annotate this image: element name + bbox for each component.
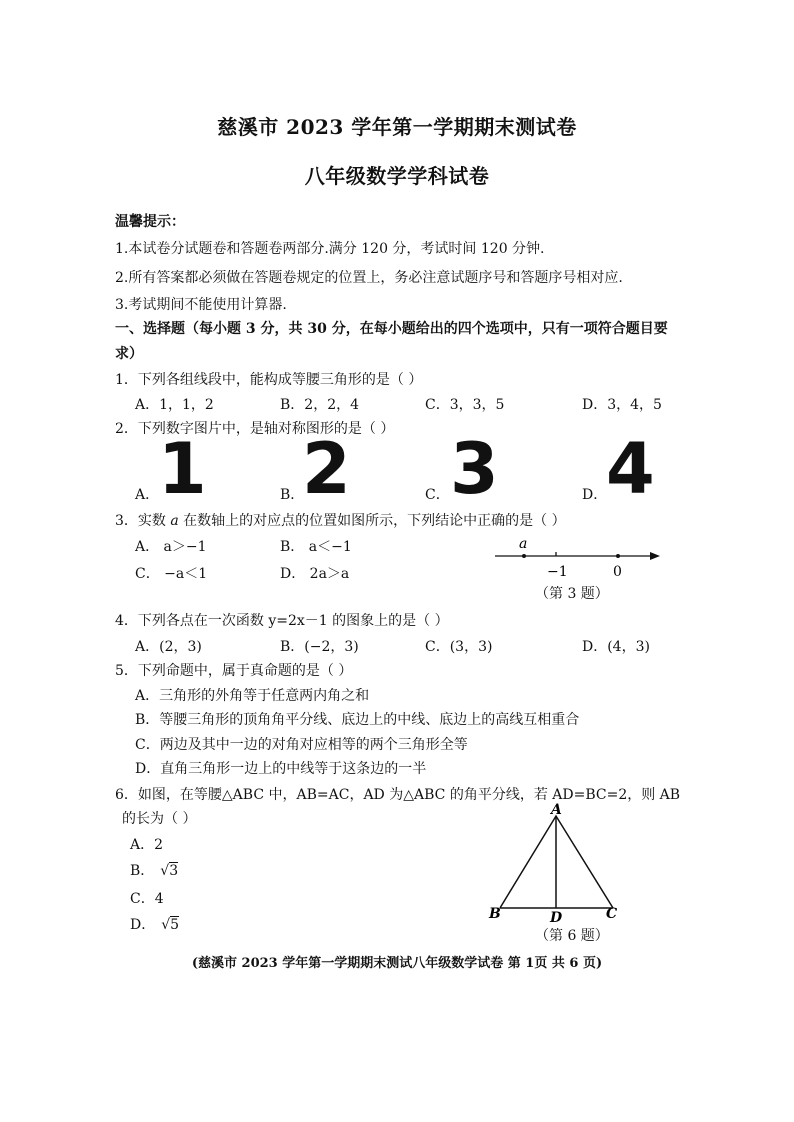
q1-option-a: A．1，1，2 <box>135 397 214 413</box>
arrow-right-icon <box>650 552 660 560</box>
point-a-marker <box>522 554 526 558</box>
axis-label-a: a <box>519 536 528 552</box>
q3-option-a: A． a＞−1 <box>135 539 207 555</box>
q2-option-b: B． <box>280 487 305 503</box>
q4-option-c: C．(3，3) <box>425 639 493 655</box>
q4-option-a: A．(2，3) <box>135 639 202 655</box>
q1-stem: 1．下列各组线段中，能构成等腰三角形的是（ ） <box>115 372 423 388</box>
q1-option-b: B．2，2，4 <box>280 397 360 413</box>
q6-caption: （第 6 题） <box>535 928 609 944</box>
q6-option-d: D． √5 <box>130 917 180 933</box>
tip-3: 3.考试期间不能使用计算器. <box>115 297 287 313</box>
section-heading-line2: 求） <box>115 346 143 362</box>
vertex-label-c: C <box>606 906 618 922</box>
q3-option-d: D． 2a＞a <box>280 566 350 582</box>
triangle-figure <box>485 800 625 925</box>
vertex-label-a: A <box>551 802 562 818</box>
exam-subtitle: 八年级数学学科试卷 <box>304 164 490 188</box>
axis-tick-0: 0 <box>613 564 622 580</box>
q4-option-b: B．(−2，3) <box>280 639 359 655</box>
digit-4-image: 4 <box>606 428 655 510</box>
q2-option-a: A． <box>135 487 160 503</box>
q6-option-b: B． √3 <box>130 863 179 879</box>
exam-title: 慈溪市 2023 学年第一学期期末测试卷 <box>217 115 577 139</box>
digit-3-image: 3 <box>450 428 499 510</box>
digit-2-image: 2 <box>302 428 351 510</box>
q5-option-c: C．两边及其中一边的对角对应相等的两个三角形全等 <box>135 737 468 753</box>
q5-stem: 5．下列命题中，属于真命题的是（ ） <box>115 663 353 679</box>
q6-stem-line2: 的长为（ ） <box>122 811 197 827</box>
axis-tick-minus-1: −1 <box>547 564 568 580</box>
q1-option-d: D．3，4，5 <box>582 397 662 413</box>
q4-option-d: D．(4，3) <box>582 639 650 655</box>
q3-option-c: C． −a＜1 <box>135 566 208 582</box>
tips-heading: 温馨提示： <box>115 214 185 230</box>
point-label-d: D <box>550 910 563 925</box>
vertex-label-b: B <box>489 906 501 922</box>
digit-1-image: 1 <box>158 428 207 510</box>
q5-option-b: B．等腰三角形的顶角角平分线、底边上的中线、底边上的高线互相重合 <box>135 712 580 728</box>
q6-stem-line1: 6．如图，在等腰△ABC 中，AB=AC，AD 为△ABC 的角平分线，若 AD=BC=2，则 AB <box>115 787 681 803</box>
page-footer: (慈溪市 2023 学年第一学期期末测试八年级数学试卷 第 1页 共 6 页) <box>191 956 603 971</box>
q4-stem: 4．下列各点在一次函数 y=2x－1 的图象上的是（ ） <box>115 613 449 629</box>
q3-caption: （第 3 题） <box>535 586 609 602</box>
q6-option-c: C．4 <box>130 891 164 907</box>
q5-option-d: D．直角三角形一边上的中线等于这条边的一半 <box>135 761 427 777</box>
q2-option-c: C． <box>425 487 450 503</box>
q2-stem: 2．下列数字图片中，是轴对称图形的是（ ） <box>115 421 395 437</box>
tip-1: 1.本试卷分试题卷和答题卷两部分.满分 120 分，考试时间 120 分钟. <box>115 241 545 257</box>
q2-option-d: D． <box>582 487 608 503</box>
tip-2: 2.所有答案都必须做在答题卷规定的位置上，务必注意试题序号和答题序号相对应. <box>115 270 623 286</box>
q3-stem: 3．实数 a 在数轴上的对应点的位置如图所示，下列结论中正确的是（ ） <box>115 513 566 529</box>
q3-option-b: B． a＜−1 <box>280 539 352 555</box>
section-heading-line1: 一、选择题（每小题 3 分，共 30 分，在每小题给出的四个选项中，只有一项符合题目要 <box>115 321 668 337</box>
q6-option-a: A．2 <box>130 837 164 853</box>
q1-option-c: C．3，3，5 <box>425 397 505 413</box>
number-line-figure <box>490 532 670 582</box>
q5-option-a: A．三角形的外角等于任意两内角之和 <box>135 688 370 704</box>
